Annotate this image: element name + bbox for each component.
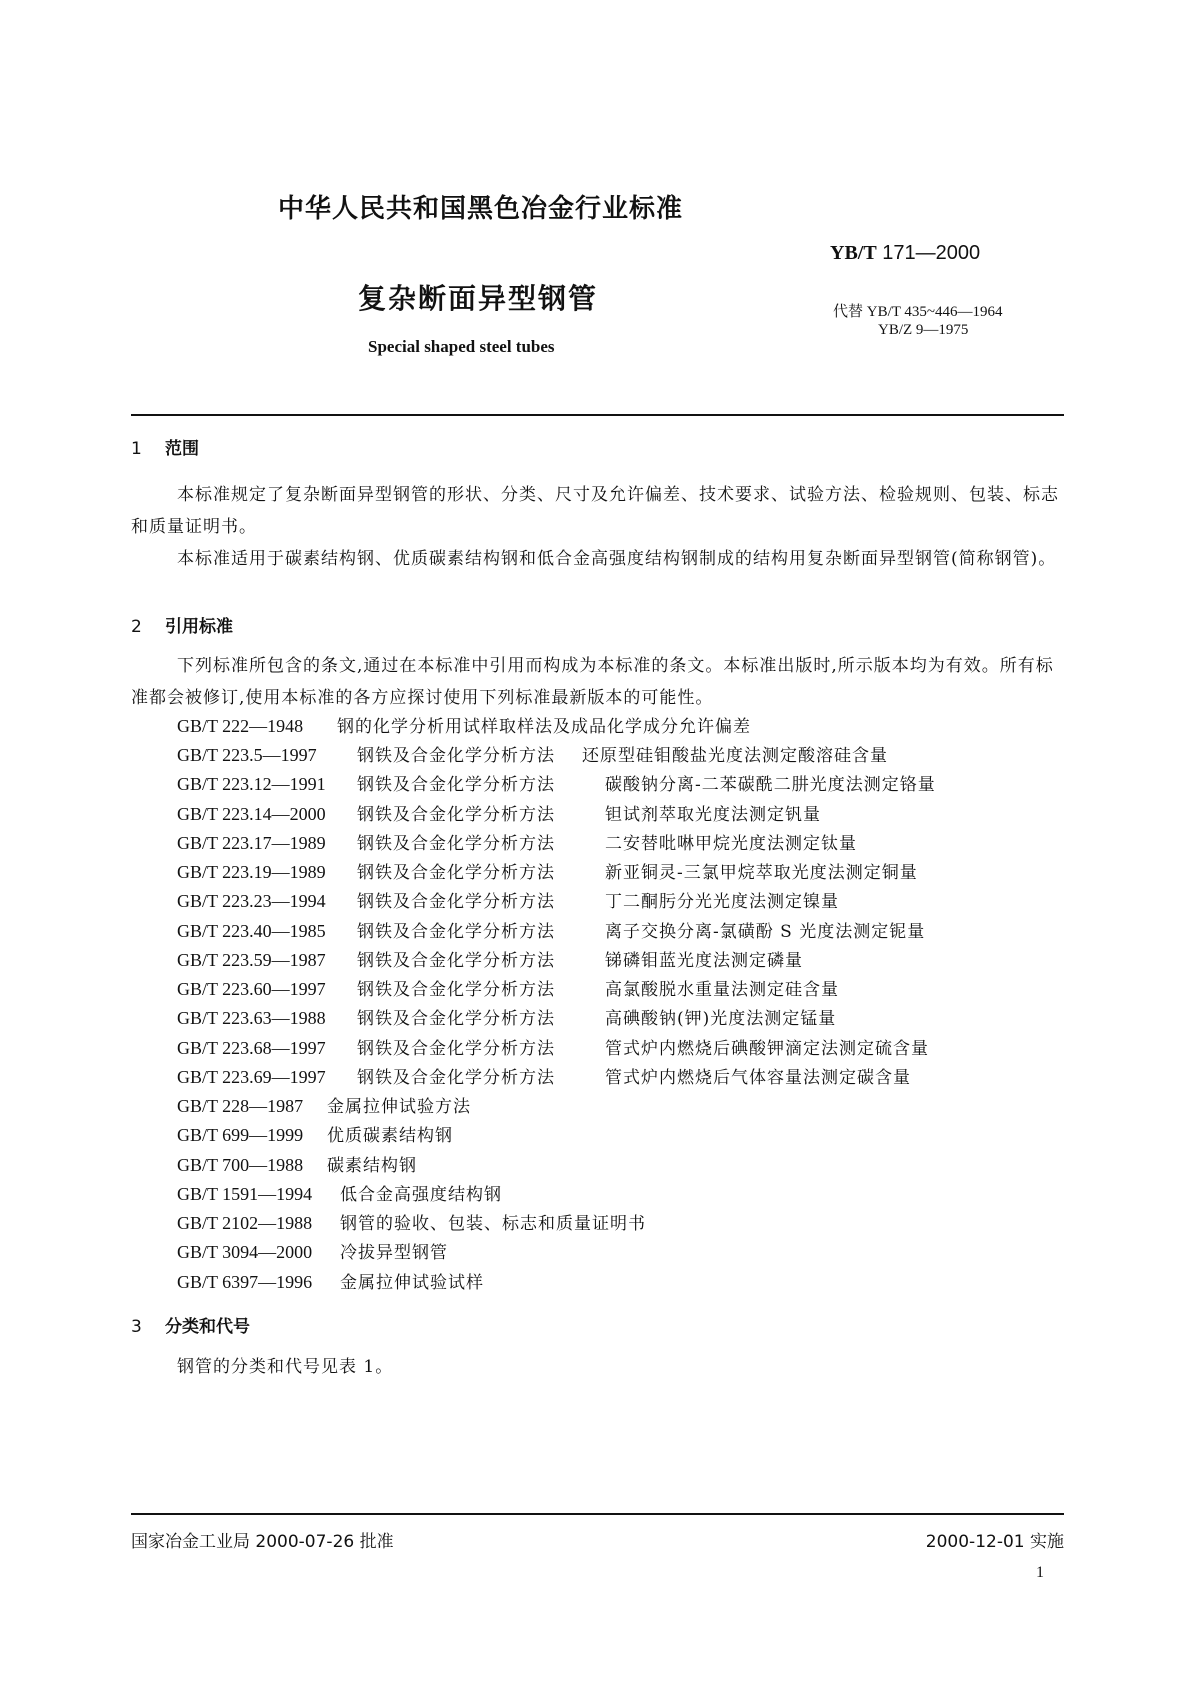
reference-code: GB/T 223.5—1997 [177, 745, 317, 765]
reference-method: 离子交换分离-氯磺酚 S 光度法测定铌量 [605, 922, 926, 942]
reference-item [177, 770, 936, 795]
reference-code: GB/T 223.63—1988 [177, 1008, 326, 1028]
reference-desc: 钢铁及合金化学分析方法 [357, 951, 555, 971]
reference-item [177, 946, 803, 971]
approval-date: 国家冶金工业局 2000-07-26 批准 [131, 1532, 394, 1552]
document-title: 复杂断面异型钢管 [358, 282, 599, 315]
scope-paragraph-1: 本标准规定了复杂断面异型钢管的形状、分类、尺寸及允许偏差、技术要求、试验方法、检验规则、包装、标志和质量证明书。 [131, 485, 1059, 537]
reference-desc: 钢的化学分析用试样取样法及成品化学成分允许偏差 [337, 717, 751, 737]
page-number: 1 [1036, 1564, 1044, 1581]
replaces-standards [833, 303, 1003, 339]
standard-number [830, 242, 980, 265]
reference-item [177, 1180, 502, 1205]
section-heading-scope [131, 434, 199, 459]
reference-method: 新亚铜灵-三氯甲烷萃取光度法测定铜量 [605, 863, 918, 883]
standard-number-value: 171—2000 [882, 242, 981, 264]
reference-item [177, 917, 925, 942]
reference-method: 管式炉内燃烧后碘酸钾滴定法测定硫含量 [605, 1039, 929, 1059]
reference-code: GB/T 228—1987 [177, 1096, 304, 1116]
reference-method: 丁二酮肟分光光度法测定镍量 [605, 892, 839, 912]
reference-method: 高碘酸钠(钾)光度法测定锰量 [605, 1009, 837, 1029]
reference-item [177, 1209, 646, 1234]
reference-code: GB/T 223.59—1987 [177, 950, 326, 970]
reference-code: GB/T 223.14—2000 [177, 804, 326, 824]
reference-code: GB/T 223.17—1989 [177, 833, 326, 853]
reference-desc: 钢铁及合金化学分析方法 [357, 892, 555, 912]
reference-item [177, 887, 839, 912]
reference-desc: 低合金高强度结构钢 [340, 1185, 502, 1205]
english-title: Special shaped steel tubes [368, 337, 555, 356]
reference-item [177, 1034, 929, 1059]
section-title: 范围 [165, 439, 199, 459]
reference-code: GB/T 700—1988 [177, 1155, 304, 1175]
reference-code: GB/T 223.69—1997 [177, 1067, 326, 1087]
standard-number-prefix: YB/T [830, 242, 877, 264]
section-number: 2 [131, 617, 142, 637]
reference-item [177, 1063, 911, 1088]
reference-item [177, 975, 839, 1000]
replaces-line-1: 代替 YB/T 435~446—1964 [833, 304, 1003, 320]
references-intro: 下列标准所包含的条文,通过在本标准中引用而构成为本标准的条文。本标准出版时,所示版本均为有效。所有标准都会被修订,使用本标准的各方应探讨使用下列标准最新版本的可能性。 [131, 656, 1054, 708]
reference-code: GB/T 2102—1988 [177, 1213, 313, 1233]
reference-code: GB/T 223.19—1989 [177, 862, 326, 882]
reference-method: 锑磷钼蓝光度法测定磷量 [605, 951, 803, 971]
reference-item [177, 741, 888, 766]
reference-desc: 钢铁及合金化学分析方法 [357, 1068, 555, 1088]
reference-desc: 金属拉伸试验方法 [327, 1097, 471, 1117]
reference-code: GB/T 699—1999 [177, 1125, 304, 1145]
standard-title: 中华人民共和国黑色冶金行业标准 [278, 194, 684, 224]
reference-code: GB/T 3094—2000 [177, 1242, 313, 1262]
reference-method: 还原型硅钼酸盐光度法测定酸溶硅含量 [582, 746, 888, 766]
reference-item [177, 1238, 448, 1263]
reference-item [177, 1092, 471, 1117]
reference-code: GB/T 222—1948 [177, 716, 304, 736]
reference-method: 二安替吡啉甲烷光度法测定钛量 [605, 834, 857, 854]
reference-item [177, 829, 857, 854]
section-title: 引用标准 [165, 617, 233, 637]
reference-item [177, 800, 821, 825]
reference-code: GB/T 223.60—1997 [177, 979, 326, 999]
reference-desc: 钢铁及合金化学分析方法 [357, 980, 555, 1000]
header-divider [131, 414, 1064, 416]
reference-method: 碳酸钠分离-二苯碳酰二肼光度法测定铬量 [605, 775, 936, 795]
reference-desc: 钢铁及合金化学分析方法 [357, 746, 555, 766]
reference-item [177, 1151, 417, 1176]
reference-desc: 钢铁及合金化学分析方法 [357, 1039, 555, 1059]
reference-method: 管式炉内燃烧后气体容量法测定碳含量 [605, 1068, 911, 1088]
reference-item [177, 712, 751, 737]
scope-paragraph-2: 本标准适用于碳素结构钢、优质碳素结构钢和低合金高强度结构钢制成的结构用复杂断面异型钢管(简称钢管)。 [177, 549, 1057, 569]
reference-code: GB/T 6397—1996 [177, 1272, 313, 1292]
reference-desc: 钢铁及合金化学分析方法 [357, 1009, 555, 1029]
reference-desc: 钢铁及合金化学分析方法 [357, 775, 555, 795]
reference-desc: 钢铁及合金化学分析方法 [357, 863, 555, 883]
reference-desc: 金属拉伸试验试样 [340, 1273, 484, 1293]
section-heading-references [131, 612, 233, 637]
reference-code: GB/T 223.23—1994 [177, 891, 326, 911]
section-number: 1 [131, 439, 142, 459]
reference-desc: 碳素结构钢 [327, 1156, 417, 1176]
section-number: 3 [131, 1317, 142, 1337]
footer-divider [131, 1513, 1064, 1515]
reference-code: GB/T 223.12—1991 [177, 774, 326, 794]
reference-code: GB/T 223.68—1997 [177, 1038, 326, 1058]
reference-item [177, 1121, 453, 1146]
reference-desc: 钢铁及合金化学分析方法 [357, 834, 555, 854]
reference-desc: 钢铁及合金化学分析方法 [357, 922, 555, 942]
replaces-line-2: YB/Z 9—1975 [878, 322, 969, 338]
section-heading-classification [131, 1312, 250, 1337]
reference-desc: 钢管的验收、包装、标志和质量证明书 [340, 1214, 646, 1234]
reference-code: GB/T 1591—1994 [177, 1184, 313, 1204]
effective-date: 2000-12-01 实施 [925, 1532, 1064, 1552]
reference-item [177, 858, 918, 883]
reference-method: 高氯酸脱水重量法测定硅含量 [605, 980, 839, 1000]
reference-desc: 钢铁及合金化学分析方法 [357, 805, 555, 825]
reference-item [177, 1004, 836, 1029]
classification-paragraph: 钢管的分类和代号见表 1。 [177, 1357, 394, 1377]
reference-code: GB/T 223.40—1985 [177, 921, 326, 941]
reference-method: 钽试剂萃取光度法测定钒量 [605, 805, 821, 825]
reference-desc: 冷拔异型钢管 [340, 1243, 448, 1263]
reference-desc: 优质碳素结构钢 [327, 1126, 453, 1146]
reference-item [177, 1268, 484, 1293]
section-title: 分类和代号 [165, 1317, 250, 1337]
